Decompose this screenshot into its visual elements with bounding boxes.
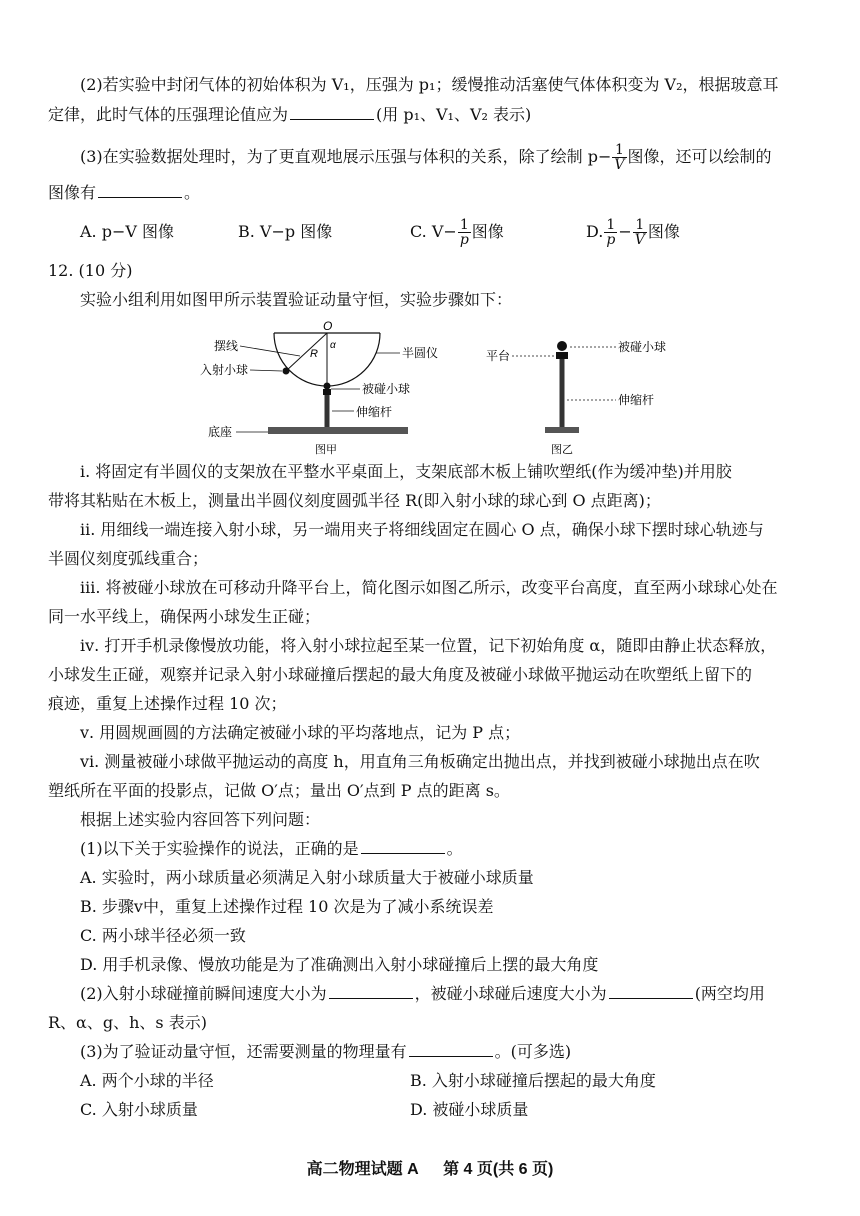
svg-text:伸缩杆: 伸缩杆 (618, 393, 655, 407)
fraction-one-over-v: $\frac{1}{V}$ (634, 217, 645, 248)
answer-intro: 根据上述实验内容回答下列问题： (80, 810, 321, 829)
fraction-one-over-p: $\frac{1}{p}$ (606, 217, 616, 248)
figure-jia (200, 319, 438, 456)
svg-text:被碰小球: 被碰小球 (618, 340, 667, 354)
q12-sub1: (1)以下关于实验操作的说法，正确的是 。 (80, 839, 463, 858)
svg-text:R: R (310, 348, 318, 360)
platform (556, 352, 568, 359)
svg-text:伸缩杆: 伸缩杆 (356, 405, 393, 419)
target-ball (324, 383, 331, 390)
q11-sub3-text-2: 图像，还可以绘制的 (627, 147, 772, 166)
q12-sub1-option-c: C. 两小球半径必须一致 (80, 926, 246, 945)
step-line: ⅱ. 用细线一端连接入射小球，另一端用夹子将细线固定在圆心 O 点，确保小球下摆时球心轨迹与 (80, 520, 764, 539)
step-line: ⅳ. 打开手机录像慢放功能，将入射小球拉起至某一位置，记下初始角度 α，随即由静止状态释放， (80, 636, 777, 655)
q11-option-b: B. V−p 图像 (238, 222, 333, 241)
answer-blank[interactable] (98, 183, 182, 198)
fraction-one-over-p: $\frac{1}{p}$ (459, 217, 469, 248)
q12-intro: 实验小组利用如图甲所示装置验证动量守恒，实验步骤如下： (80, 290, 513, 309)
q12-header: 12. (10 分) (48, 261, 133, 280)
page-footer (0, 1156, 860, 1179)
exam-title: 高二物理试题 A (306, 1161, 419, 1178)
target-ball-2 (557, 341, 567, 351)
telescopic-rod (325, 395, 330, 427)
step-line: 塑纸所在平面的投影点，记做 O′点；量出 O′点到 P 点的距离 s。 (48, 781, 510, 800)
step-line: 同一水平线上，确保两小球发生正碰； (48, 607, 321, 626)
svg-text:被碰小球: 被碰小球 (362, 382, 411, 396)
figure-caption-yi: 图乙 (551, 444, 573, 456)
step-line: 小球发生正碰，观察并记录入射小球碰撞后摆起的最大角度及被碰小球做平抛运动在吹塑纸上留下的 (48, 665, 753, 684)
experiment-figure (190, 316, 670, 456)
q12-sub3-option-b: B. 入射小球碰撞后摆起的最大角度 (410, 1071, 656, 1090)
step-line: 带将其粘贴在木板上，测量出半圆仪刻度圆弧半径 R(即入射小球的球心到 O 点距离)； (48, 491, 661, 510)
q12-sub2-line2: R、α、g、h、s 表示) (48, 1013, 207, 1032)
answer-blank[interactable] (361, 839, 445, 854)
q11-sub2-line2 (48, 104, 820, 126)
q12-sub3: (3)为了验证动量守恒，还需要测量的物理量有 。(可多选) (80, 1042, 572, 1061)
svg-text:α: α (330, 340, 336, 351)
q12-sub1-option-d: D. 用手机录像、慢放功能是为了准确测出入射小球碰撞后上摆的最大角度 (80, 955, 599, 974)
figure-yi (486, 339, 666, 456)
answer-blank[interactable] (290, 105, 374, 120)
step-line: 半圆仪刻度弧线重合； (48, 549, 209, 568)
svg-text:平台: 平台 (486, 349, 511, 363)
q12-sub3-option-d: D. 被碰小球质量 (410, 1100, 529, 1119)
q11-sub3-text: (3)在实验数据处理时，为了更直观地展示压强与体积的关系，除了绘制 p− (80, 147, 612, 166)
q11-sub2-text: 定律，此时气体的压强理论值应为 (48, 105, 289, 124)
step-line: ⅰ. 将固定有半圆仪的支架放在平整水平桌面上，支架底部木板上铺吹塑纸(作为缓冲垫)并用胶 (80, 462, 732, 481)
q11-sub2-line1: (2)若实验中封闭气体的初始体积为 V₁，压强为 p₁；缓慢推动活塞使气体体积变为 V₂，根据玻意耳 (80, 75, 779, 94)
step-line: ⅵ. 测量被碰小球做平抛运动的高度 h，用直角三角板确定出抛出点，并找到被碰小球抛出点在吹 (80, 752, 760, 771)
page-number: 第 4 页(共 6 页) (443, 1161, 554, 1178)
answer-blank[interactable] (409, 1042, 493, 1057)
svg-text:半圆仪: 半圆仪 (402, 346, 439, 360)
step-line: ⅴ. 用圆规画圆的方法确定被碰小球的平均落地点，记为 P 点； (80, 723, 521, 742)
step-line: 痕迹，重复上述操作过程 10 次； (48, 694, 287, 713)
fraction-one-over-v: $\frac{1}{V}$ (614, 142, 625, 173)
q11-sub3-text-3: 图像有 (48, 183, 97, 202)
answer-blank[interactable] (329, 984, 413, 999)
answer-blank[interactable] (609, 984, 693, 999)
q12-sub3-option-c: C. 入射小球质量 (80, 1100, 198, 1119)
q11-sub3-line1 (80, 143, 820, 172)
incident-ball (283, 368, 290, 375)
q12-sub1-option-a: A. 实验时，两小球质量必须满足入射小球质量大于被碰小球质量 (80, 868, 534, 887)
q11-sub3-line2: 图像有 。 (48, 183, 201, 202)
step-line: ⅲ. 将被碰小球放在可移动升降平台上，简化图示如图乙所示，改变平台高度，直至两小球球心处在 (80, 578, 778, 597)
figure-caption-jia: 图甲 (315, 444, 337, 456)
q11-option-a: A. p−V 图像 (80, 222, 175, 241)
q11-option-d: D. $\frac{1}{p}$ − $\frac{1}{V}$ 图像 (586, 217, 680, 248)
q12-sub2: (2)入射小球碰撞前瞬间速度大小为 ，被碰小球碰后速度大小为 (两空均用 (80, 984, 765, 1003)
q11-option-c: C. V− $\frac{1}{p}$ 图像 (410, 217, 504, 248)
q11-sub2-hint: (用 p₁、V₁、V₂ 表示) (376, 105, 532, 124)
svg-text:入射小球: 入射小球 (200, 363, 249, 377)
point-o-label: O (323, 319, 333, 333)
base-board (268, 427, 408, 434)
svg-text:摆线: 摆线 (214, 339, 239, 353)
pendulum-string (286, 333, 327, 371)
q12-sub1-option-b: B. 步骤ⅴ中，重复上述操作过程 10 次是为了减小系统误差 (80, 897, 494, 916)
svg-text:底座: 底座 (208, 425, 233, 439)
q12-sub3-option-a: A. 两个小球的半径 (80, 1071, 214, 1090)
